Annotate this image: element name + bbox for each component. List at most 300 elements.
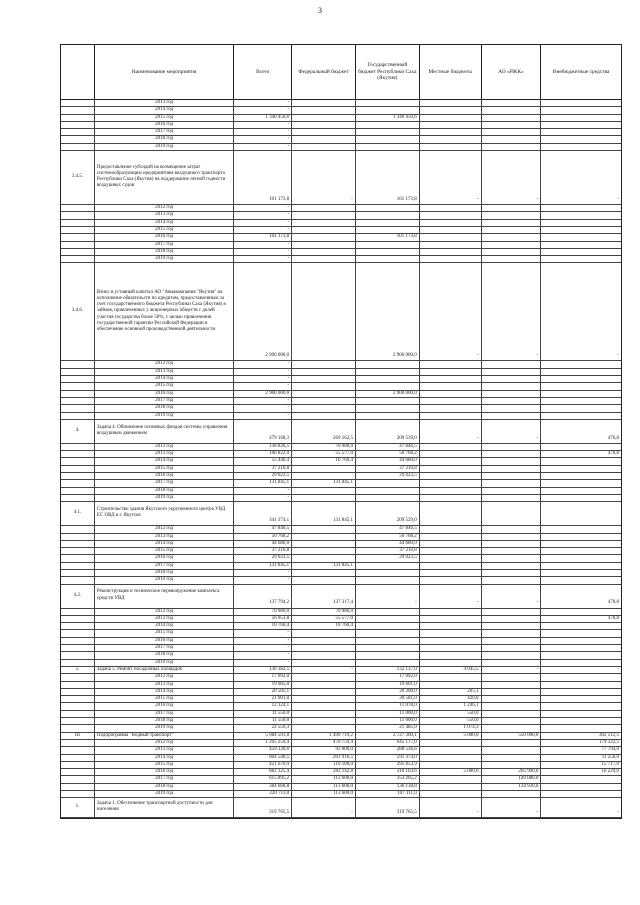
row-ao (482, 405, 542, 411)
row-number (61, 100, 95, 106)
row-total: 21 001,0 (234, 696, 292, 702)
row-number (61, 205, 95, 211)
header-external: Внебюджетные средства (552, 68, 610, 75)
row-number (61, 682, 95, 688)
row-ao (482, 652, 542, 658)
row-republic: 288 536,6 (356, 747, 420, 753)
row-total: 131 845,1 (234, 480, 292, 486)
row-external (541, 541, 621, 547)
row-name: 2012 год (95, 740, 234, 746)
row-ao: - (482, 420, 542, 443)
table-row (61, 398, 621, 405)
row-number: 4.2. (61, 585, 95, 608)
row-total: - (234, 577, 292, 583)
row-number: III (61, 733, 95, 739)
row-external (541, 548, 621, 554)
row-republic: 11 000,0 (356, 711, 420, 717)
row-name: 2016 год (95, 122, 234, 128)
row-local (420, 100, 482, 106)
table-row (61, 638, 621, 645)
table-row (61, 674, 621, 681)
row-republic: 47 846,5 (356, 526, 420, 532)
row-name: 2019 год (95, 725, 234, 731)
row-local (420, 212, 482, 218)
row-name: 2013 год (95, 369, 234, 375)
row-total: 70 980,0 (234, 609, 292, 615)
row-total: 106 822,0 (234, 451, 292, 457)
row-federal (292, 249, 356, 255)
row-number (61, 784, 95, 790)
table-row (61, 526, 621, 533)
table-row (61, 776, 621, 783)
row-number (61, 234, 95, 240)
row-total: 22 559,3 (234, 725, 292, 731)
row-ao (482, 740, 542, 746)
row-name: 2015 год (95, 548, 234, 554)
row-name: 2019 год (95, 791, 234, 797)
row-external (541, 473, 621, 479)
row-local (420, 107, 482, 113)
row-name: 2014 год (95, 107, 234, 113)
row-local: 1 074,3 (420, 725, 482, 731)
row-external: 476,8 (607, 435, 620, 441)
row-ao (482, 466, 542, 472)
row-republic: 101 173,8 (356, 151, 420, 204)
row-number (61, 369, 95, 375)
row-republic: 353 205,2 (356, 776, 420, 782)
row-federal (292, 405, 356, 411)
table-row (61, 473, 621, 480)
row-local (420, 652, 482, 658)
row-republic: 295 853,9 (356, 762, 420, 768)
row-name: 2015 год (95, 466, 234, 472)
row-total: 131 845,1 (234, 563, 292, 569)
row-total: 137 794,2 (234, 585, 292, 608)
row-republic (356, 398, 420, 404)
table-row (61, 136, 621, 143)
row-total: 10 760,4 (234, 623, 292, 629)
row-ao (482, 570, 542, 576)
row-republic (356, 563, 420, 569)
row-federal: - (292, 151, 356, 204)
row-federal (292, 413, 356, 419)
row-external (541, 652, 621, 658)
row-republic (356, 405, 420, 411)
row-name: 2019 год (95, 144, 234, 150)
row-local (420, 495, 482, 501)
row-ao (482, 115, 542, 121)
row-federal (292, 526, 356, 532)
row-external (541, 718, 621, 724)
row-republic (356, 645, 420, 651)
table-row (61, 747, 621, 754)
row-federal (292, 630, 356, 636)
row-republic: - (356, 585, 420, 608)
row-total: 319 765,5 (234, 798, 292, 817)
row-external (541, 227, 621, 233)
row-local (420, 682, 482, 688)
row-total: - (234, 122, 292, 128)
row-republic (356, 256, 420, 262)
row-ao (482, 616, 542, 622)
row-external (541, 376, 621, 382)
row-number (61, 115, 95, 121)
row-ao (482, 100, 542, 106)
row-number (61, 570, 95, 576)
row-name: 2018 год (95, 488, 234, 494)
row-federal (292, 361, 356, 367)
row-republic (356, 630, 420, 636)
row-republic (356, 227, 420, 233)
row-number (61, 144, 95, 150)
row-ao (482, 689, 542, 695)
row-total: 479 168,3 (234, 420, 292, 443)
row-number: 3.4.5. (61, 151, 95, 204)
row-local (420, 762, 482, 768)
row-ao: 265 990,0 (482, 769, 542, 775)
row-total: 17 092,0 (234, 674, 292, 680)
row-local (420, 413, 482, 419)
row-local: 5 000,0 (420, 769, 482, 775)
table-row (61, 616, 621, 623)
row-name: Подпрограмма "Водный транспорт" (95, 733, 234, 739)
row-external (541, 638, 621, 644)
row-local (420, 129, 482, 135)
row-federal (292, 645, 356, 651)
row-local: 205,1 (420, 689, 482, 695)
row-federal: 1 499 719,2 (292, 733, 356, 739)
row-ao (482, 391, 542, 397)
row-federal (292, 107, 356, 113)
row-federal (292, 660, 356, 666)
row-ao (482, 718, 542, 724)
row-ao (482, 205, 542, 211)
table-row (61, 263, 621, 361)
row-external (541, 398, 621, 404)
row-local (420, 555, 482, 561)
row-ao (482, 480, 542, 486)
row-ao (482, 526, 542, 532)
row-external: - (617, 353, 620, 359)
row-local (420, 577, 482, 583)
header-ao: АО «РЖК» (482, 45, 542, 99)
row-number (61, 689, 95, 695)
row-total: 136 182,5 (234, 667, 292, 673)
row-name: 2017 год (95, 563, 234, 569)
row-number (61, 548, 95, 554)
row-federal (292, 495, 356, 501)
row-external (541, 107, 621, 113)
row-federal (292, 696, 356, 702)
row-external: 11 250,0 (601, 754, 620, 760)
row-ao (482, 711, 542, 717)
table-row (61, 623, 621, 630)
row-name: 2015 год (95, 383, 234, 389)
row-ao (482, 376, 542, 382)
row-local (420, 242, 482, 248)
row-local: 550,0 (420, 718, 482, 724)
table-row (61, 383, 621, 390)
row-local (420, 122, 482, 128)
table-row (61, 220, 621, 227)
row-ao (482, 369, 542, 375)
row-local (420, 526, 482, 532)
row-name: Предоставление субсидий на возмещение затрат системообразующим предприятиям воздушного транспорта Республики Саха (Якутия) на поддержание летной годности воздушных судов (95, 151, 234, 204)
row-total: 19 605,0 (234, 682, 292, 688)
row-republic (356, 495, 420, 501)
row-federal (292, 466, 356, 472)
row-federal (292, 220, 356, 226)
row-total: 55 440,4 (234, 458, 292, 464)
row-total: - (234, 369, 292, 375)
row-name: 2012 год (95, 526, 234, 532)
row-local (420, 115, 482, 121)
row-number (61, 740, 95, 746)
row-ao (482, 747, 542, 753)
row-local (420, 674, 482, 680)
table-body (60, 100, 622, 819)
row-ao (482, 609, 542, 615)
row-name: 2017 год (95, 645, 234, 651)
table-row (61, 733, 621, 740)
row-external (541, 495, 621, 501)
row-total: 47 846,5 (234, 526, 292, 532)
row-ao (482, 361, 542, 367)
row-external (541, 122, 621, 128)
row-number (61, 249, 95, 255)
table-row (61, 660, 621, 667)
row-ao (482, 488, 542, 494)
row-total: 1 340 450,6 (234, 115, 292, 121)
row-republic (356, 100, 420, 106)
row-total: - (234, 220, 292, 226)
row-republic (356, 376, 420, 382)
row-federal (292, 725, 356, 731)
row-ao (482, 136, 542, 142)
row-ao (482, 541, 542, 547)
row-external (541, 444, 621, 450)
row-total: - (234, 107, 292, 113)
row-external: 476,8 (607, 451, 620, 457)
row-republic: 29 023,5 (356, 473, 420, 479)
row-republic: 44 680,0 (356, 541, 420, 547)
row-republic: 20 581,0 (356, 696, 420, 702)
row-federal (292, 136, 356, 142)
row-total: - (234, 645, 292, 651)
row-local (420, 638, 482, 644)
row-ao: 149 080,0 (482, 776, 542, 782)
row-total: - (234, 638, 292, 644)
table-row (61, 480, 621, 487)
row-external (541, 383, 621, 389)
row-external (541, 674, 621, 680)
table-row (61, 682, 621, 689)
row-total: - (234, 136, 292, 142)
row-external (541, 776, 621, 782)
row-number (61, 645, 95, 651)
row-republic: 50 768,2 (356, 534, 420, 540)
row-local (420, 234, 482, 240)
row-republic (356, 638, 420, 644)
row-local (420, 791, 482, 797)
row-republic: 20 300,0 (356, 689, 420, 695)
row-total: 29 023,5 (234, 473, 292, 479)
row-external: 15 717,0 (601, 761, 620, 767)
row-republic (356, 122, 420, 128)
row-external (541, 703, 621, 709)
table-row (61, 205, 621, 212)
row-republic: 50 768,2 (356, 451, 420, 457)
row-name: 2014 год (95, 220, 234, 226)
row-ao (482, 682, 542, 688)
row-name: 2015 год (95, 762, 234, 768)
table-row (61, 413, 621, 420)
row-ao (482, 674, 542, 680)
row-federal (292, 638, 356, 644)
row-republic (356, 220, 420, 226)
row-republic: 2 900 000,0 (356, 391, 420, 397)
row-federal (292, 256, 356, 262)
row-total: - (234, 488, 292, 494)
row-local: 550,0 (420, 711, 482, 717)
row-external (541, 577, 621, 583)
row-external (541, 502, 621, 525)
row-local (420, 473, 482, 479)
row-local (420, 609, 482, 615)
table-row (61, 458, 621, 465)
row-total: 37 210,8 (234, 548, 292, 554)
row-name: 2018 год (95, 249, 234, 255)
row-republic (356, 361, 420, 367)
row-number (61, 577, 95, 583)
row-local (420, 630, 482, 636)
row-ao (482, 473, 542, 479)
row-ao (482, 242, 542, 248)
table-row (61, 791, 621, 798)
row-republic: 19 601,0 (356, 682, 420, 688)
row-local: 420,0 (420, 696, 482, 702)
row-total: - (234, 383, 292, 389)
row-local (420, 249, 482, 255)
row-external (541, 488, 621, 494)
table-row (61, 570, 621, 577)
row-number (61, 747, 95, 753)
row-total: 1 295 259,4 (234, 740, 292, 746)
row-total: - (234, 660, 292, 666)
row-ao (482, 703, 542, 709)
row-name: 2016 год (95, 473, 234, 479)
table-header (60, 44, 622, 100)
row-external (541, 480, 621, 486)
row-external (541, 725, 621, 731)
row-federal: 269 162,5 (292, 420, 356, 443)
row-number (61, 541, 95, 547)
row-republic: 1 340 450,6 (356, 115, 420, 121)
row-external (541, 563, 621, 569)
row-local: - (420, 151, 482, 204)
row-external (541, 555, 621, 561)
row-number: 4.1. (61, 502, 95, 525)
table-row (61, 585, 621, 609)
row-federal (292, 129, 356, 135)
row-republic: 136 138,8 (356, 784, 420, 790)
table-row (61, 555, 621, 562)
row-republic: 37 210,8 (356, 548, 420, 554)
row-external (541, 100, 621, 106)
row-federal: 131 845,1 (292, 563, 356, 569)
header-total: Всего (234, 45, 292, 99)
row-local (420, 256, 482, 262)
table-row (61, 609, 621, 616)
row-external (541, 466, 621, 472)
table-row (61, 798, 621, 818)
row-federal: 470 759,9 (292, 740, 356, 746)
row-name: 2016 год (95, 391, 234, 397)
row-federal (292, 383, 356, 389)
row-number (61, 616, 95, 622)
row-total: - (234, 144, 292, 150)
row-name: Задача 1. Обеспечение транспортной доступности для населения (95, 798, 234, 817)
row-name: 2014 год (95, 689, 234, 695)
row-republic (356, 577, 420, 583)
row-federal (292, 703, 356, 709)
row-republic (356, 383, 420, 389)
row-external (541, 405, 621, 411)
table-row (61, 548, 621, 555)
row-name: 2017 год (95, 242, 234, 248)
row-local (420, 502, 482, 525)
row-ao: - (482, 667, 542, 673)
row-number (61, 660, 95, 666)
row-federal: 55 577,0 (292, 616, 356, 622)
row-federal (292, 398, 356, 404)
row-total: 11 550,0 (234, 718, 292, 724)
header-number-cell (61, 45, 95, 99)
row-name: 2018 год (95, 784, 234, 790)
row-ao (482, 398, 542, 404)
row-number (61, 791, 95, 797)
row-republic (356, 242, 420, 248)
row-number (61, 451, 95, 457)
row-federal: 137 317,4 (292, 585, 356, 608)
row-external (541, 369, 621, 375)
row-number (61, 413, 95, 419)
row-local (420, 548, 482, 554)
row-name: 2019 год (95, 413, 234, 419)
row-external (541, 220, 621, 226)
row-total: - (234, 249, 292, 255)
row-federal: 70 980,0 (292, 444, 356, 450)
row-number (61, 623, 95, 629)
row-republic (356, 413, 420, 419)
row-name: 2016 год (95, 703, 234, 709)
row-number (61, 725, 95, 731)
row-total: 12 324,1 (234, 703, 292, 709)
row-federal (292, 227, 356, 233)
row-federal: 131 845,1 (292, 502, 356, 525)
row-republic (356, 205, 420, 211)
row-ao (482, 555, 542, 561)
table-row (61, 784, 621, 791)
row-name: 2013 год (95, 534, 234, 540)
row-total: 138 826,5 (234, 444, 292, 450)
row-republic (356, 369, 420, 375)
row-name: 2013 год (95, 212, 234, 218)
row-number (61, 398, 95, 404)
row-local (420, 645, 482, 651)
row-ao (482, 548, 542, 554)
row-ao (482, 577, 542, 583)
